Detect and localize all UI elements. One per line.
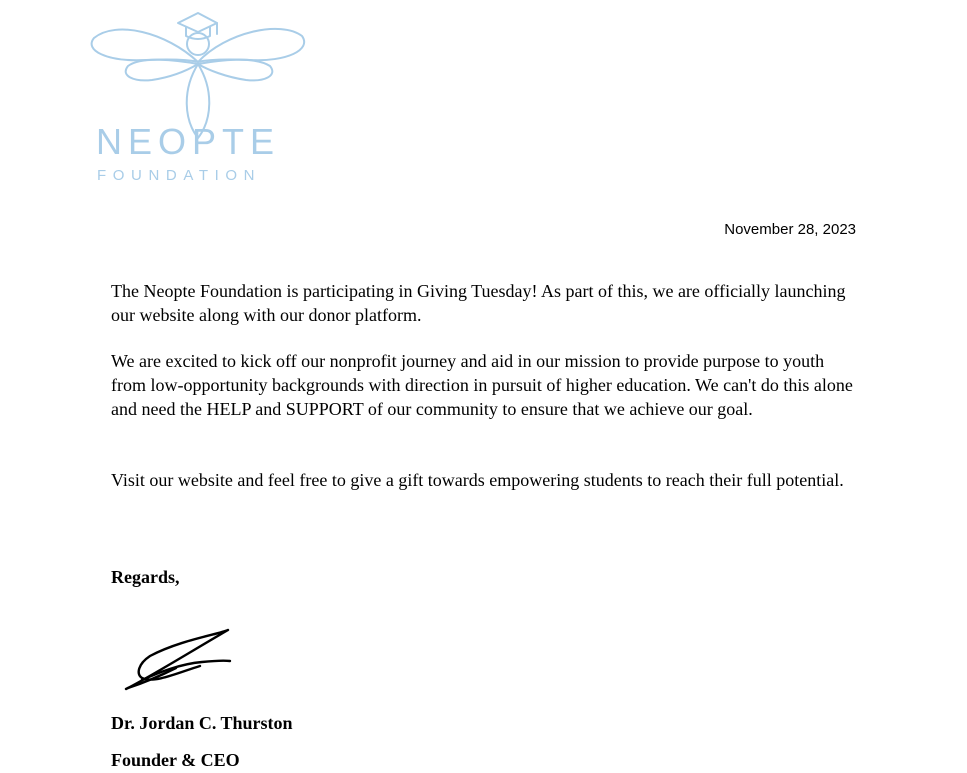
signer-title: Founder & CEO xyxy=(111,750,240,770)
signature-icon xyxy=(120,622,240,694)
body-paragraph-1: The Neopte Foundation is participating in Giving Tuesday! As part of this, we are officially launching our website along with our donor platform. xyxy=(111,281,846,325)
body-paragraph-2: We are excited to kick off our nonprofit journey and aid in our mission to provide purpose to youth from low-opportunity backgrounds with direction in pursuit of higher education. We can't do this alone and need the HELP and SUPPORT of our community to ensure that we achieve our goal. xyxy=(111,351,853,419)
signer-name: Dr. Jordan C. Thurston xyxy=(111,713,293,733)
logo-name: NEOPTE xyxy=(96,121,281,162)
signature xyxy=(120,622,240,694)
closing: Regards, xyxy=(111,567,180,587)
letter-date: November 28, 2023 xyxy=(724,221,856,238)
logo-subtitle: FOUNDATION xyxy=(97,167,262,184)
body-paragraph-3: Visit our website and feel free to give a gift towards empowering students to reach their full potential. xyxy=(111,470,844,490)
